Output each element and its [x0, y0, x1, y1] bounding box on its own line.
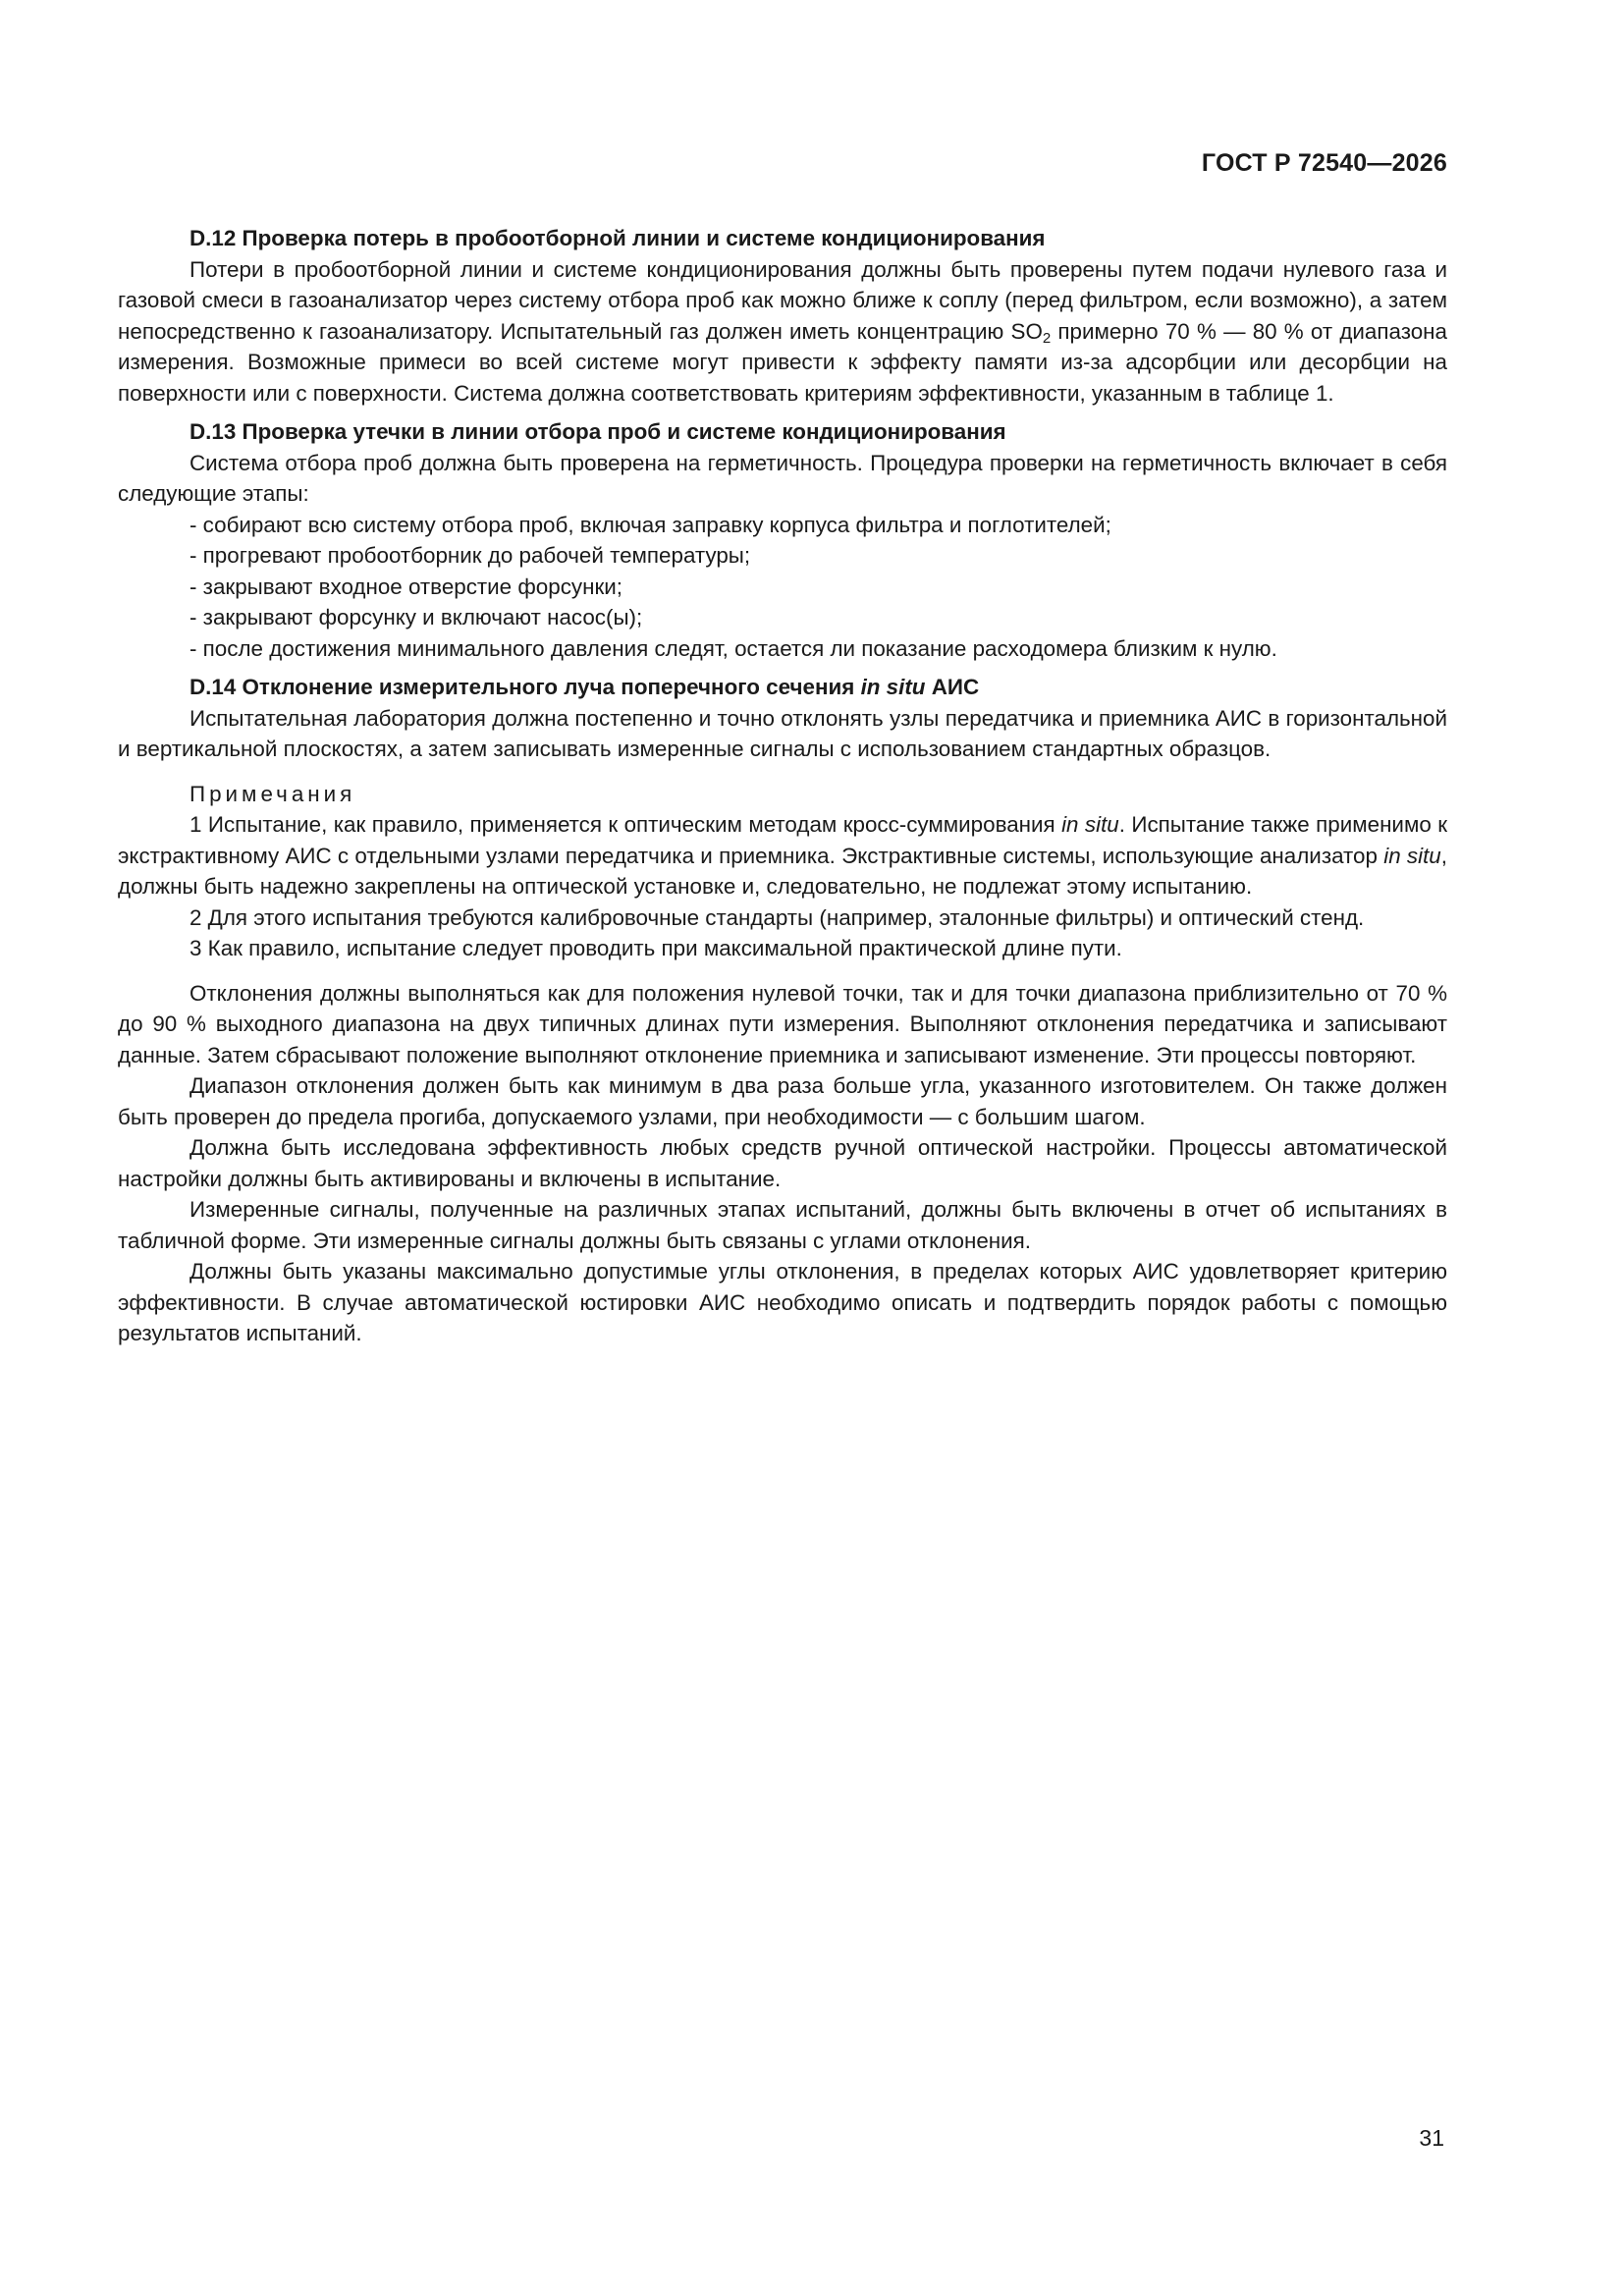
closing-paragraph: Должны быть указаны максимально допустимые углы отклонения, в пределах которых АИС удовлетворяет критерию эффективности. В случае автоматической юстировки АИС необходимо описать и подтвердить порядок работы с помощью результатов испытаний. — [118, 1259, 1447, 1345]
closing-paragraph: Измеренные сигналы, полученные на различных этапах испытаний, должны быть включены в отчет об испытаниях в табличной форме. Эти измеренные сигналы должны быть связаны с углами отклонения. — [118, 1197, 1447, 1253]
section-heading-d14 — [118, 672, 1447, 703]
closing-paragraph: Диапазон отклонения должен быть как минимум в два раза больше угла, указанного изготовителем. Он также должен быть проверен до предела прогиба, допускаемого узлами, при необходимости — с большим шагом. — [118, 1073, 1447, 1129]
note-1 — [118, 809, 1447, 902]
note1-italic-1: in situ — [1061, 812, 1119, 837]
document-body — [118, 223, 1447, 1349]
document-header: ГОСТ Р 72540—2026 — [1201, 149, 1447, 177]
note1-text-c: . Испытание также применимо к экстрактивному АИС с отдельными узлами передатчика и приемника. Экстрактивные системы, использующие анализатор — [118, 812, 1447, 868]
d14-title-suffix: АИС — [925, 675, 980, 699]
note-2: 2 Для этого испытания требуются калибровочные стандарты (например, эталонные фильтры) и оптический стенд. — [189, 904, 1365, 930]
d13-step: - собирают всю систему отбора проб, включая заправку корпуса фильтра и поглотителей; — [189, 512, 1111, 537]
section-heading-d12: D.12 Проверка потерь в пробоотборной линии и системе кондиционирования — [189, 226, 1046, 250]
d13-step: - закрывают форсунку и включают насос(ы); — [189, 605, 643, 629]
closing-paragraph: Должна быть исследована эффективность любых средств ручной оптической настройки. Процессы автоматической настройки должны быть активированы и включены в испытание. — [118, 1135, 1447, 1191]
d13-step: - после достижения минимального давления следят, остается ли показание расходомера близким к нулю. — [189, 635, 1277, 661]
closing-paragraph: Отклонения должны выполняться как для положения нулевой точки, так и для точки диапазона приблизительно от 70 % до 90 % выходного диапазона на двух типичных длинах пути измерения. Выполняют отклонения передатчика и записывают данные. Затем сбрасывают положение выполняют отклонение приемника и записывают изменение. Эти процессы повторяют. — [118, 980, 1447, 1067]
d13-step: - закрывают входное отверстие форсунки; — [189, 574, 622, 599]
note-3: 3 Как правило, испытание следует проводить при максимальной практической длине пути. — [189, 936, 1122, 960]
section-heading-d13: D.13 Проверка утечки в линии отбора проб и системе кондиционирования — [189, 419, 1006, 444]
d14-title-italic: in situ — [860, 675, 926, 699]
note1-italic-2: in situ — [1383, 843, 1441, 868]
d12-subscript: 2 — [1042, 329, 1052, 347]
section-d13-intro: Система отбора проб должна быть проверена на герметичность. Процедура проверки на герметичность включает в себя следующие этапы: — [118, 450, 1447, 506]
note1-text-a: 1 Испытание, как правило, применяется к оптическим методам кросс-суммирования — [189, 812, 1062, 837]
section-d14-intro: Испытательная лаборатория должна постепенно и точно отклонять узлы передатчика и приемника АИС в горизонтальной и вертикальной плоскостях, а затем записывать измеренные сигналы с использованием стандартных образцов. — [118, 705, 1447, 761]
d12-text-part1: Потери в пробоотборной линии и системе кондиционирования должны быть проверены путем подачи нулевого газа и газовой смеси в газоанализатор через систему отбора проб как можно ближе к соплу (перед фильтром, если возможно), а затем непосредственно к газоанализатору. Испытательный газ должен иметь концентрацию SO — [118, 256, 1447, 344]
d13-step: - прогревают пробоотборник до рабочей температуры; — [189, 543, 751, 568]
notes-title: Примечания — [189, 781, 356, 806]
note1-text-e: , должны быть надежно закреплены на оптической установке и, следовательно, не подлежат этому испытанию. — [118, 843, 1447, 899]
page-number: 31 — [1419, 2125, 1444, 2151]
section-d12-paragraph — [118, 254, 1447, 410]
d12-text-part2: примерно 70 % — 80 % от диапазона измерения. Возможные примеси во всей системе могут привести к эффекту памяти из-за адсорбции или десорбции на поверхности или с поверхности. Система должна соответствовать критериям эффективности, указанным в таблице 1. — [118, 318, 1447, 406]
d14-title-prefix: D.14 Отклонение измерительного луча поперечного сечения — [189, 675, 861, 699]
